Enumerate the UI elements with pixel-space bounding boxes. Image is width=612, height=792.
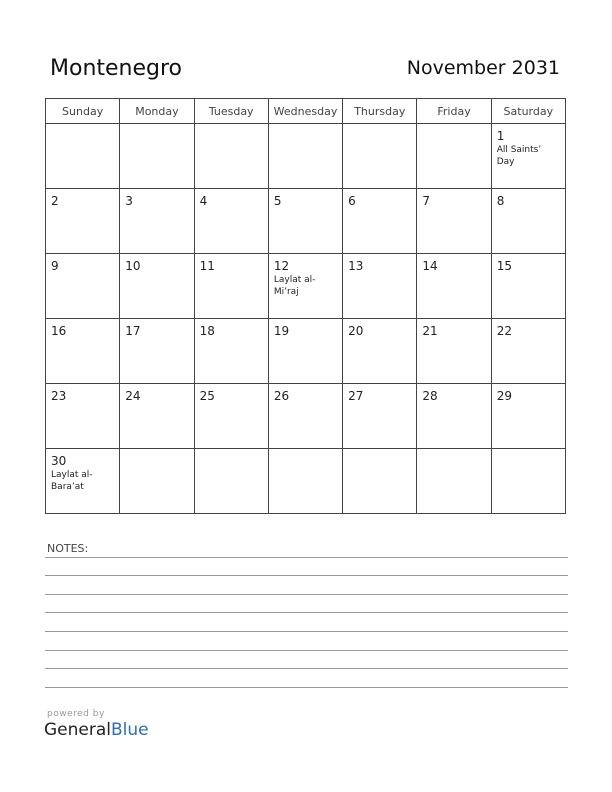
day-cell <box>268 384 342 449</box>
day-cell <box>268 254 342 319</box>
holiday-label: Laylat al-Mi’raj <box>273 275 316 297</box>
holiday-label <box>120 130 185 131</box>
holiday-label <box>195 455 260 456</box>
holiday-label <box>343 455 408 456</box>
day-cell <box>120 449 194 514</box>
day-number: 29 <box>496 389 512 403</box>
day-cell <box>417 384 491 449</box>
day-number: 13 <box>348 259 364 273</box>
day-cell <box>491 384 565 449</box>
holiday-label <box>417 208 482 209</box>
holiday-label <box>120 273 185 274</box>
calendar-grid <box>45 98 566 514</box>
weekday-header: Thursday <box>343 99 417 124</box>
day-cell <box>343 384 417 449</box>
holiday-label <box>46 130 111 131</box>
holiday-label <box>417 338 482 339</box>
day-cell <box>46 189 120 254</box>
holiday-label <box>417 130 482 131</box>
day-cell <box>343 254 417 319</box>
holiday-label <box>120 403 185 404</box>
holiday-label <box>195 273 260 274</box>
day-cell <box>194 319 268 384</box>
holiday-label <box>492 455 557 456</box>
day-cell <box>491 449 565 514</box>
holiday-label <box>46 403 111 404</box>
day-number: 8 <box>496 194 505 208</box>
notes-line <box>45 557 568 558</box>
day-cell <box>491 189 565 254</box>
day-cell <box>417 449 491 514</box>
day-cell <box>268 319 342 384</box>
holiday-label <box>343 130 408 131</box>
holiday-label <box>195 208 260 209</box>
holiday-label <box>417 455 482 456</box>
day-number: 17 <box>125 324 141 338</box>
week-row <box>46 254 566 319</box>
day-cell <box>120 384 194 449</box>
holiday-label <box>269 455 334 456</box>
notes-line <box>45 575 568 576</box>
day-cell <box>46 124 120 189</box>
day-cell <box>491 124 565 189</box>
holiday-label <box>195 130 260 131</box>
calendar-country-title: Montenegro <box>50 56 183 81</box>
holiday-label <box>46 208 111 209</box>
day-number: 26 <box>273 389 290 403</box>
holiday-label <box>120 208 185 209</box>
day-number: 30 <box>51 454 67 468</box>
week-row <box>46 319 566 384</box>
holiday-label <box>269 208 334 209</box>
day-number: 15 <box>496 259 512 273</box>
weekday-header: Monday <box>120 99 194 124</box>
holiday-label <box>120 338 185 339</box>
day-number: 7 <box>422 194 431 208</box>
day-number: 21 <box>422 324 438 338</box>
notes-line <box>45 650 568 651</box>
day-cell <box>268 449 342 514</box>
brand-name-blue: Blue <box>111 720 149 740</box>
day-cell <box>46 449 120 514</box>
day-cell <box>268 124 342 189</box>
day-cell <box>120 124 194 189</box>
day-cell <box>194 189 268 254</box>
day-number: 28 <box>422 389 438 403</box>
calendar-month-title: November 2031 <box>406 57 560 79</box>
day-cell <box>417 319 491 384</box>
day-number: 19 <box>273 324 290 338</box>
day-number: 24 <box>125 389 141 403</box>
day-cell <box>46 254 120 319</box>
day-cell <box>417 254 491 319</box>
day-number: 9 <box>51 259 59 273</box>
day-number: 22 <box>496 324 512 338</box>
day-cell <box>194 124 268 189</box>
day-number: 25 <box>199 389 215 403</box>
holiday-label <box>343 273 408 274</box>
day-cell <box>194 384 268 449</box>
weekday-header: Tuesday <box>194 99 268 124</box>
notes-line <box>45 594 568 595</box>
day-cell <box>46 384 120 449</box>
powered-by-text: powered by <box>47 709 105 719</box>
day-number: 4 <box>199 194 208 208</box>
holiday-label <box>492 208 557 209</box>
day-cell <box>194 449 268 514</box>
holiday-label <box>492 338 557 339</box>
holiday-label: Laylat al-Bara’at <box>51 470 93 492</box>
holiday-label <box>417 273 482 274</box>
week-row <box>46 189 566 254</box>
day-cell <box>268 189 342 254</box>
notes-line <box>45 687 568 688</box>
notes-label: NOTES: <box>47 542 89 555</box>
day-cell <box>417 124 491 189</box>
holiday-label <box>46 338 111 339</box>
holiday-label <box>417 403 482 404</box>
weekday-header: Saturday <box>491 99 565 124</box>
day-number: 5 <box>273 194 282 208</box>
day-number: 18 <box>199 324 215 338</box>
holiday-label <box>269 130 334 131</box>
day-cell <box>46 319 120 384</box>
notes-line <box>45 631 568 632</box>
day-cell <box>491 319 565 384</box>
day-number: 20 <box>348 324 364 338</box>
holiday-label <box>269 338 334 339</box>
weekday-header-row <box>46 99 566 124</box>
brand-name-general: General <box>44 720 111 740</box>
holiday-label <box>46 273 111 274</box>
day-number: 1 <box>496 129 505 143</box>
holiday-label <box>269 403 334 404</box>
day-cell <box>343 319 417 384</box>
day-number: 16 <box>51 324 67 338</box>
holiday-label <box>343 403 408 404</box>
weekday-header: Wednesday <box>268 99 342 124</box>
day-number: 11 <box>199 259 215 273</box>
weekday-header: Friday <box>417 99 491 124</box>
holiday-label <box>343 208 408 209</box>
holiday-label <box>120 455 185 456</box>
week-row <box>46 124 566 189</box>
day-number: 27 <box>348 389 364 403</box>
day-cell <box>120 189 194 254</box>
day-cell <box>343 189 417 254</box>
day-cell <box>120 319 194 384</box>
day-cell <box>194 254 268 319</box>
holiday-label <box>492 403 557 404</box>
week-row <box>46 449 566 514</box>
brand-logo <box>44 720 149 740</box>
day-number: 6 <box>348 194 356 208</box>
holiday-label <box>343 338 408 339</box>
day-number: 23 <box>51 389 67 403</box>
day-number: 10 <box>125 259 141 273</box>
day-number: 2 <box>51 194 59 208</box>
holiday-label <box>195 403 260 404</box>
day-cell <box>343 124 417 189</box>
day-number: 12 <box>273 259 290 273</box>
holiday-label <box>492 273 557 274</box>
holiday-label: All Saints’ Day <box>496 145 542 167</box>
day-cell <box>343 449 417 514</box>
notes-line <box>45 668 568 669</box>
day-number: 3 <box>125 194 133 208</box>
week-row <box>46 384 566 449</box>
day-cell <box>491 254 565 319</box>
weekday-header: Sunday <box>46 99 120 124</box>
holiday-label <box>195 338 260 339</box>
notes-line <box>45 612 568 613</box>
day-cell <box>417 189 491 254</box>
day-number: 14 <box>422 259 438 273</box>
day-cell <box>120 254 194 319</box>
